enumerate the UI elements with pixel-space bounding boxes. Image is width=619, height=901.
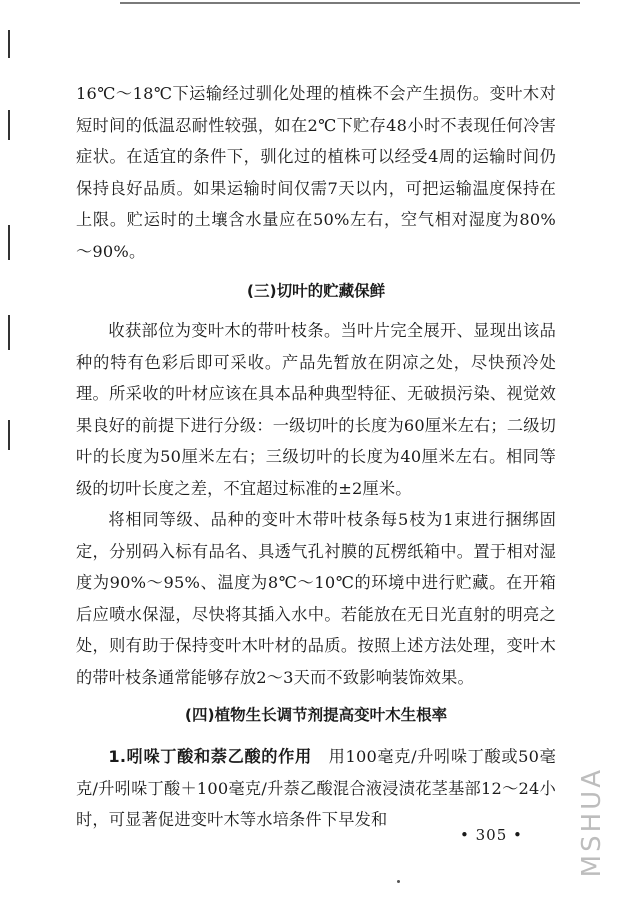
section-heading-growth-regulators: (四)植物生长调节剂提高变叶木生根率 xyxy=(184,706,448,724)
scan-artifact-line xyxy=(8,315,10,350)
scan-artifact-line xyxy=(8,110,10,140)
subsection-title: 1.吲哚丁酸和萘乙酸的作用 xyxy=(108,747,312,766)
paragraph-storage: 将相同等级、品种的变叶木带叶枝条每5枝为1束进行捆绑固定，分别码入标有品名、具透气孔衬膜的瓦楞纸箱中。置于相对湿度为90%～95%、温度为8℃～10℃的环境中进行贮藏。在开箱后应喷水保湿，尽快将其插入水中。若能放在无日光直射的明亮之处，则有助于保持变叶木叶材的品质。按照上述方法处理，变叶木的带叶枝条通常能够存放2～3天而不致影响装饰效果。 xyxy=(76,510,556,687)
paragraph-harvest: 收获部位为变叶木的带叶枝条。当叶片完全展开、显现出该品种的特有色彩后即可采收。产品先暂放在阴凉之处，尽快预冷处理。所采收的叶材应该在具本品种典型特征、无破损污染、视觉效果良好的前提下进行分级：一级切叶的长度为60厘米左右；二级切叶的长度为50厘米左右；三级切叶的长度为40厘米左右。相同等级的切叶长度之差，不宜超过标准的±2厘米。 xyxy=(76,321,556,498)
scan-artifact-line xyxy=(8,30,10,58)
paragraph-transport: 16℃～18℃下运输经过驯化处理的植株不会产生损伤。变叶木对短时间的低温忍耐性较强，如在2℃下贮存48小时不表现任何冷害症状。在适宜的条件下，驯化过的植株可以经受4周的运输时间仍保持良好品质。如果运输时间仅需7天以内，可把运输温度保持在上限。贮运时的土壤含水量应在50%左右，空气相对湿度为80%～90%。 xyxy=(76,84,556,261)
paragraph-auxin-effect xyxy=(76,741,556,836)
watermark-logo: MSHUA xyxy=(577,766,607,877)
top-rule xyxy=(120,2,580,4)
page-body xyxy=(76,78,556,836)
scan-artifact-line xyxy=(8,420,10,450)
scan-artifact-line xyxy=(8,225,10,260)
scan-speck xyxy=(397,880,400,883)
subsection-body: 用100毫克/升吲哚丁酸或50毫克/升吲哚丁酸＋100毫克/升萘乙酸混合液浸渍花茎基部12～24小时，可显著促进变叶木等水培条件下早发和 xyxy=(76,747,557,829)
section-heading-cut-leaf-storage: (三)切叶的贮藏保鲜 xyxy=(246,282,386,300)
page-number: • 305 • xyxy=(460,826,523,844)
